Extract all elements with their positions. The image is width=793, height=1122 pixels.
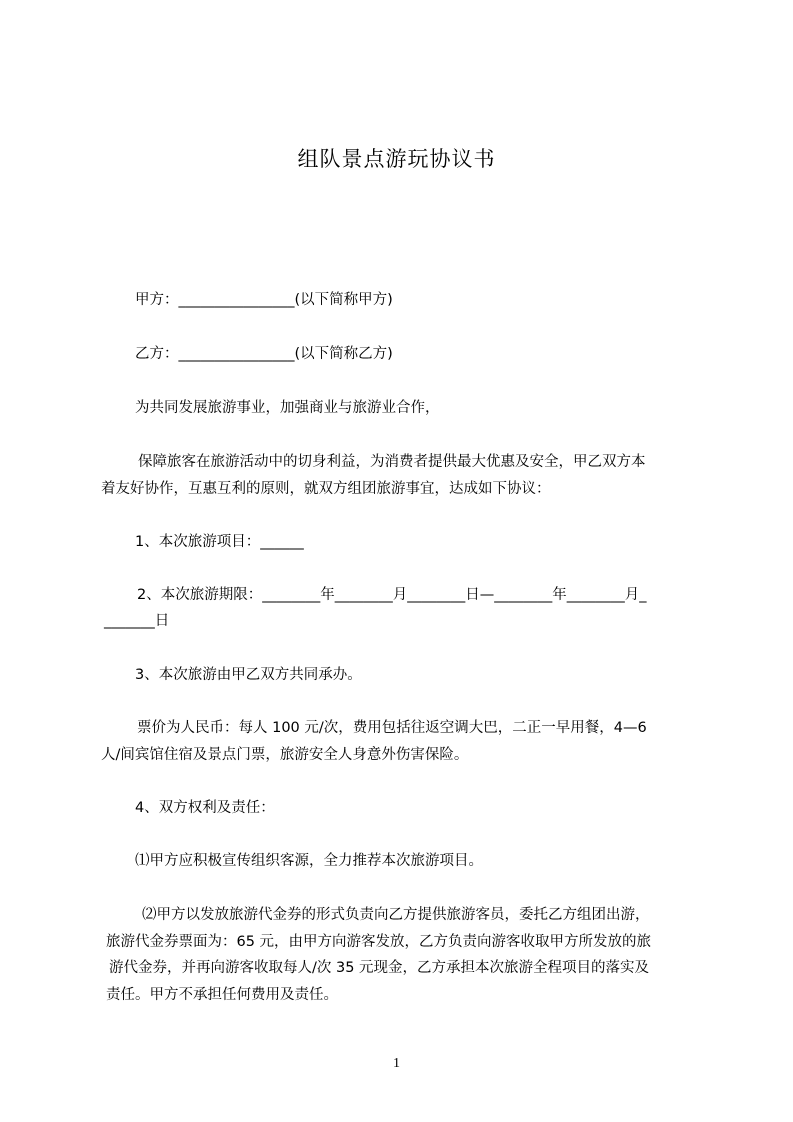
price-line-1: 票价为人民币：每人 100 元/次，费用包括往返空调大巴，二正一早用餐，4—6	[137, 720, 647, 736]
item-2-line-2: _______日	[104, 613, 170, 629]
price-line-2: 人/间宾馆住宿及景点门票，旅游安全人身意外伤害保险。	[101, 747, 469, 763]
protection-line-2: 着友好协作，互惠互利的原则，就双方组团旅游事宜，达成如下协议：	[101, 481, 551, 497]
clause-2-line-4: 责任。甲方不承担任何费用及责任。	[106, 987, 338, 1003]
party-b-line: 乙方：________________(以下简称乙方)	[135, 346, 393, 362]
party-a-line: 甲方：________________(以下简称甲方)	[135, 292, 393, 308]
item-4: 4、双方权利及责任：	[135, 800, 275, 816]
item-3: 3、本次旅游由甲乙双方共同承办。	[135, 667, 362, 683]
item-1: 1、本次旅游项目：______	[135, 534, 304, 550]
document-title: 组队景点游玩协议书	[297, 147, 496, 171]
page-number: 1	[393, 1056, 400, 1071]
protection-line-1: 保障旅客在旅游活动中的切身利益，为消费者提供最大优惠及安全，甲乙双方本	[138, 454, 646, 470]
clause-2-line-3: 游代金券，并再向游客收取每人/次 35 元现金，乙方承担本次旅游全程项目的落实及	[109, 960, 650, 976]
clause-1: ⑴甲方应积极宣传组织客源，全力推荐本次旅游项目。	[135, 853, 483, 869]
purpose-line: 为共同发展旅游事业，加强商业与旅游业合作，	[135, 400, 440, 416]
item-2-line-1: 2、本次旅游期限：________年________月________日—________年________月_	[137, 587, 647, 603]
clause-2-line-2: 旅游代金券票面为：65 元，由甲方向游客发放，乙方负责向游客收取甲方所发放的旅	[106, 934, 652, 950]
clause-2-line-1: ⑵甲方以发放旅游代金券的形式负责向乙方提供旅游客员，委托乙方组团出游，	[142, 907, 650, 923]
